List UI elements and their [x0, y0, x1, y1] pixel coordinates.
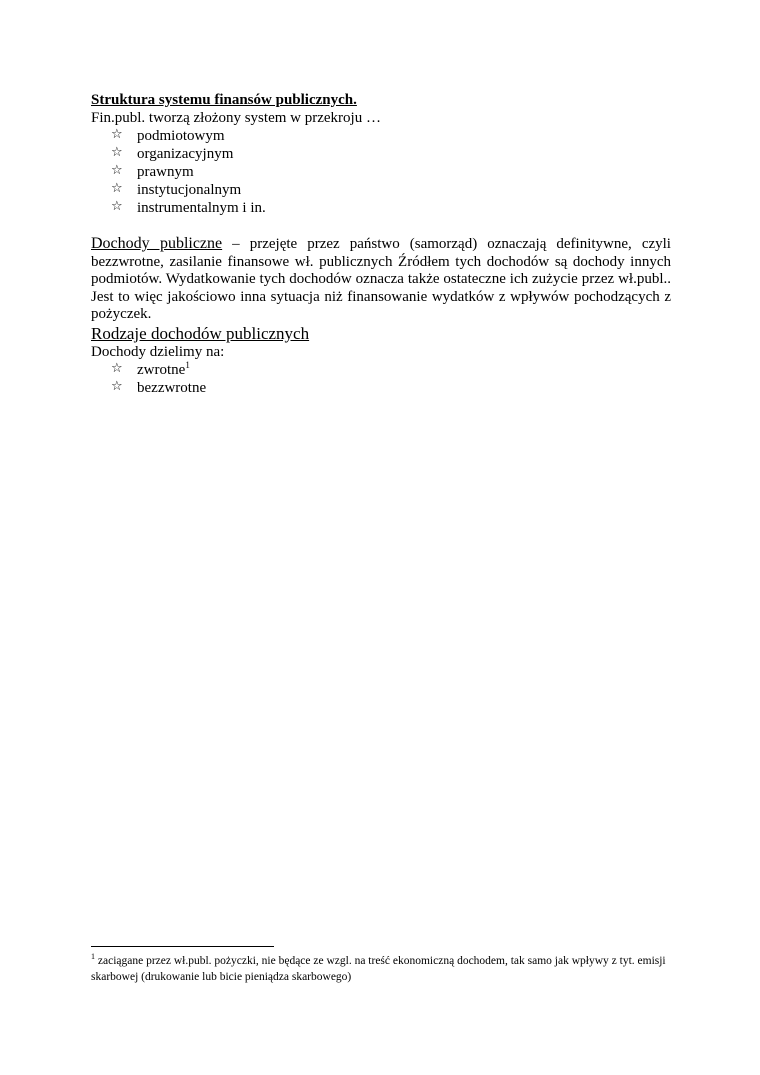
- footnote-reference[interactable]: 1: [185, 359, 190, 370]
- list-item-label: zwrotne: [137, 361, 186, 378]
- definition-text: – przejęte przez państwo (samorząd) oznaczają definitywne, czyli bezzwrotne, zasilanie finansowe wł. publicznych Źródłem tych dochodów są dochody innych podmiotów. Wydatkowanie tych dochodów oznacza także ostateczne ich zużycie przez wł.publ.. Jest to więc jakościowo inna sytuacja niż finansowanie wydatków z wpływów pochodzących z pożyczek.: [91, 236, 671, 323]
- list-item: [111, 163, 671, 181]
- list-item: [111, 199, 671, 217]
- star-outline-icon: ☆: [111, 127, 123, 142]
- star-outline-icon: ☆: [111, 360, 123, 376]
- list-item: [111, 145, 671, 163]
- intro-text: Fin.publ. tworzą złożony system w przekroju …: [91, 110, 381, 126]
- list-item: [111, 127, 671, 145]
- page-title: Struktura systemu finansów publicznych.: [91, 92, 357, 108]
- footnote-marker: 1: [91, 952, 95, 961]
- spacer: [91, 217, 671, 235]
- definition-term: Dochody publiczne: [91, 235, 223, 252]
- list-item-label: organizacyjnym: [137, 146, 234, 162]
- definition-paragraph: [91, 235, 671, 324]
- list-item: [111, 361, 671, 379]
- list-item-label: podmiotowym: [137, 128, 225, 144]
- list-item-label: bezzwrotne: [137, 379, 207, 396]
- list-item: [111, 379, 671, 397]
- star-outline-icon: ☆: [111, 199, 123, 214]
- star-outline-icon: ☆: [111, 163, 123, 178]
- main-content: [91, 91, 671, 397]
- list-item: [111, 181, 671, 199]
- cross-section-list: [91, 127, 671, 217]
- footnote-separator: [91, 946, 274, 947]
- section-heading: Rodzaje dochodów publicznych: [91, 323, 310, 343]
- list-item-label: instytucjonalnym: [137, 182, 242, 198]
- types-intro: Dochody dzielimy na:: [91, 343, 225, 360]
- star-outline-icon: ☆: [111, 145, 123, 160]
- star-outline-icon: ☆: [111, 181, 123, 196]
- star-outline-icon: ☆: [111, 378, 123, 394]
- list-item-label: prawnym: [137, 164, 194, 180]
- footnote: [91, 953, 671, 985]
- list-item-label: instrumentalnym i in.: [137, 200, 266, 216]
- footnote-text: zaciągane przez wł.publ. pożyczki, nie będące ze wzgl. na treść ekonomiczną dochodem, tak samo jak wpływy z tyt. emisji skarbowej (drukowanie lub bicie pieniądza skarbowego): [91, 955, 666, 983]
- income-types-list: [91, 361, 671, 397]
